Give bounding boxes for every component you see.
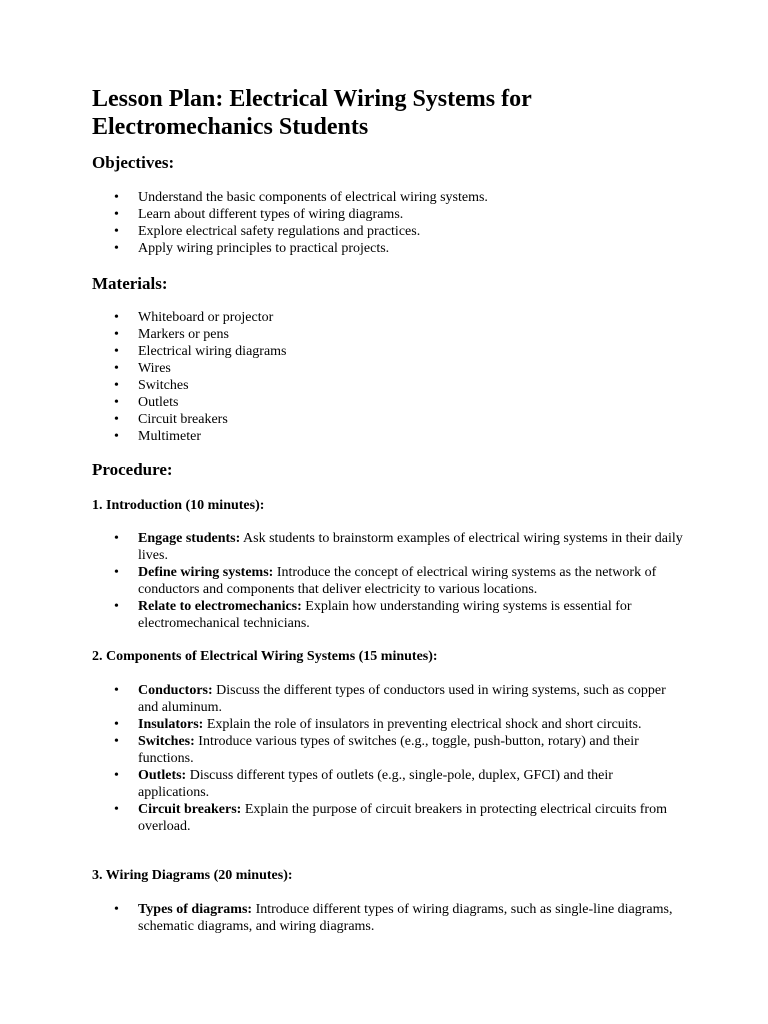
list-item: • Electrical wiring diagrams: [114, 344, 287, 359]
components-list: [92, 682, 684, 835]
bullet-icon: •: [114, 207, 119, 222]
list-item: • Switches: Introduce various types of switches (e.g., toggle, push-button, rotary) and their functions.: [114, 734, 639, 766]
objectives-list: [92, 189, 684, 257]
list-item: • Relate to electromechanics: Explain how understanding wiring systems is essential for electromechanical technicians.: [114, 599, 632, 631]
bullet-icon: •: [114, 241, 119, 256]
list-item: • Multimeter: [114, 429, 201, 444]
list-item: • Circuit breakers: [114, 412, 228, 427]
section-heading-components: 2. Components of Electrical Wiring Systems (15 minutes):: [92, 649, 438, 664]
procedure-heading: Procedure:: [92, 460, 173, 479]
bullet-icon: •: [114, 902, 119, 917]
bullet-icon: •: [114, 378, 119, 393]
bullet-icon: •: [114, 395, 119, 410]
bullet-icon: •: [114, 361, 119, 376]
list-item: • Insulators: Explain the role of insulators in preventing electrical shock and short circuits.: [114, 717, 642, 732]
list-item: • Wires: [114, 361, 171, 376]
materials-heading: Materials:: [92, 274, 168, 293]
list-item: • Learn about different types of wiring diagrams.: [114, 207, 404, 222]
bullet-icon: •: [114, 683, 119, 698]
bullet-icon: •: [114, 327, 119, 342]
bullet-icon: •: [114, 531, 119, 546]
bullet-icon: •: [114, 412, 119, 427]
bullet-icon: •: [114, 310, 119, 325]
list-item: • Outlets: Discuss different types of outlets (e.g., single-pole, duplex, GFCI) and their applications.: [114, 768, 613, 800]
bullet-icon: •: [114, 429, 119, 444]
list-item: • Explore electrical safety regulations and practices.: [114, 224, 421, 239]
objectives-heading: Objectives:: [92, 153, 175, 172]
bullet-icon: •: [114, 717, 119, 732]
list-item: • Whiteboard or projector: [114, 310, 274, 325]
list-item: • Apply wiring principles to practical projects.: [114, 241, 390, 256]
list-item: • Define wiring systems: Introduce the concept of electrical wiring systems as the network of conductors and components that deliver electricity to various locations.: [114, 565, 657, 597]
wiring-diagrams-list: [92, 901, 684, 935]
list-item: • Types of diagrams: Introduce different types of wiring diagrams, such as single-line diagrams, schematic diagrams, and wiring diagrams.: [114, 902, 673, 934]
bullet-icon: •: [114, 768, 119, 783]
section-heading-wiring-diagrams: 3. Wiring Diagrams (20 minutes):: [92, 868, 293, 883]
list-item: • Outlets: [114, 395, 179, 410]
list-item: • Engage students: Ask students to brainstorm examples of electrical wiring systems in their daily lives.: [114, 531, 683, 563]
materials-list: [92, 309, 684, 445]
bullet-icon: •: [114, 565, 119, 580]
bullet-icon: •: [114, 344, 119, 359]
bullet-icon: •: [114, 224, 119, 239]
bullet-icon: •: [114, 599, 119, 614]
bullet-icon: •: [114, 802, 119, 817]
list-item: • Circuit breakers: Explain the purpose of circuit breakers in protecting electrical circuits from overload.: [114, 802, 667, 834]
list-item: • Markers or pens: [114, 327, 229, 342]
bullet-icon: •: [114, 734, 119, 749]
list-item: • Conductors: Discuss the different types of conductors used in wiring systems, such as copper and aluminum.: [114, 683, 666, 715]
introduction-list: [92, 530, 684, 632]
page-title: Lesson Plan: Electrical Wiring Systems for Electromechanics Students: [92, 86, 532, 140]
list-item: • Switches: [114, 378, 189, 393]
bullet-icon: •: [114, 190, 119, 205]
list-item: • Understand the basic components of electrical wiring systems.: [114, 190, 488, 205]
section-heading-introduction: 1. Introduction (10 minutes):: [92, 498, 265, 513]
